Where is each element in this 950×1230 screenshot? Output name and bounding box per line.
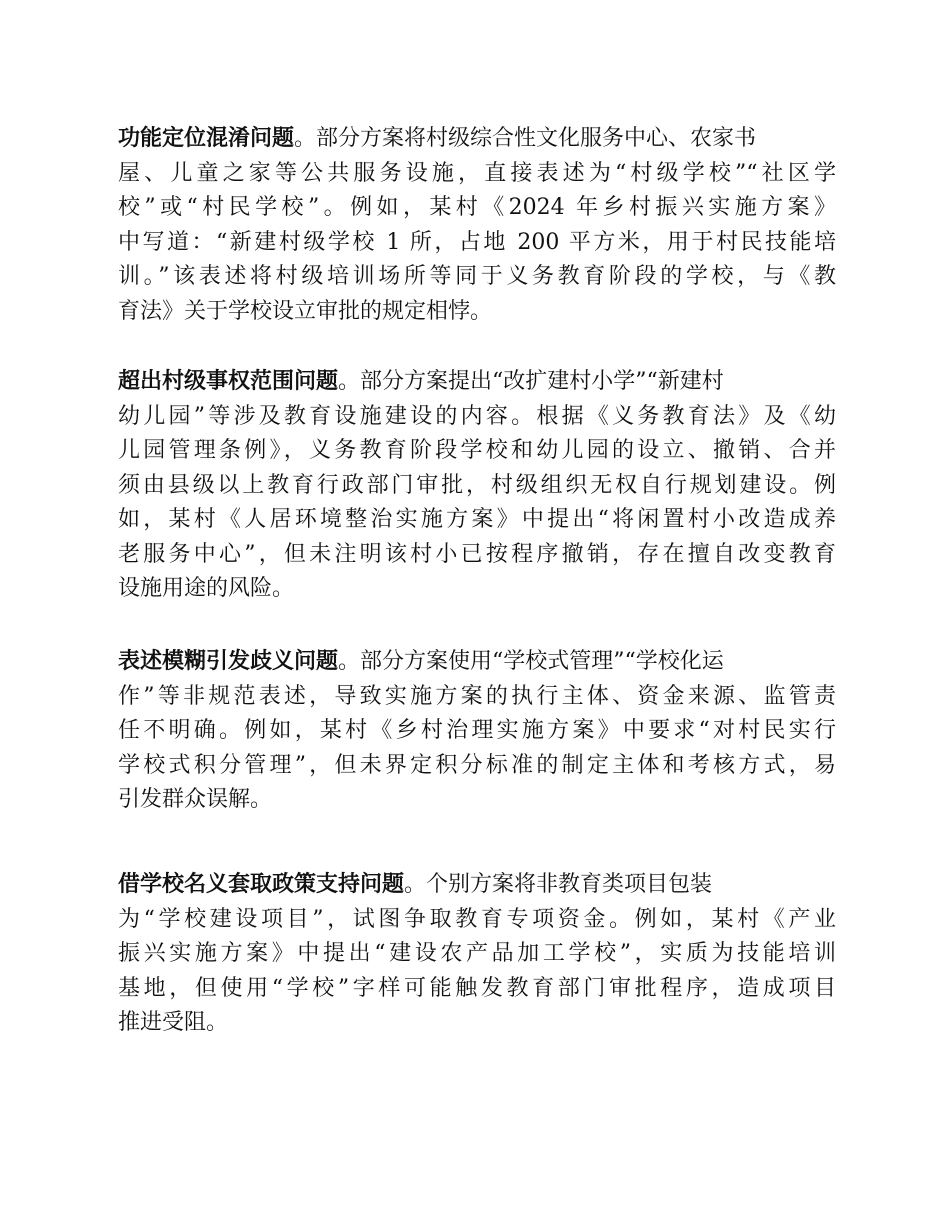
paragraph-heading: 表述模糊引发歧义问题 [118, 649, 339, 674]
paragraph-line: 任不明确。例如，某村《乡村治理实施方案》中要求“对村民实行 [118, 718, 836, 743]
paragraph-line: 须由县级以上教育行政部门审批，村级组织无权自行规划建设。例 [118, 472, 836, 498]
paragraph-line: 推进受阻。 [118, 1010, 229, 1035]
paragraph-line: 屋、儿童之家等公共服务设施，直接表述为“村级学校”“社区学 [118, 160, 836, 186]
paragraph-line: 设施用途的风险。 [118, 576, 295, 601]
paragraph-text: 。个别方案将非教育类项目包装 [404, 872, 713, 897]
paragraph-policy-support-abuse [118, 868, 836, 1041]
paragraph-line [118, 645, 836, 680]
paragraph-line [118, 868, 836, 903]
paragraph-heading: 超出村级事权范围问题 [118, 369, 339, 394]
document-page [118, 0, 836, 1230]
paragraph-line: 育法》关于学校设立审批的规定相悖。 [118, 298, 493, 324]
paragraph-line: 训。”该表述将村级培训场所等同于义务教育阶段的学校，与《教 [118, 264, 836, 289]
paragraph-text: 。部分方案提出“改扩建村小学”“新建村 [338, 369, 724, 394]
paragraph-beyond-village-authority [118, 365, 836, 607]
paragraph-line: 中写道：“新建村级学校 1 所，占地 200 平方米，用于村民技能培 [118, 229, 836, 255]
paragraph-line: 学校式积分管理”，但未界定积分标准的制定主体和考核方式，易 [118, 752, 836, 778]
paragraph-line: 振兴实施方案》中提出“建设农产品加工学校”，实质为技能培训 [118, 941, 836, 966]
paragraph-function-positioning [118, 122, 836, 329]
paragraph-line [118, 122, 836, 157]
paragraph-heading: 功能定位混淆问题 [118, 126, 295, 151]
paragraph-heading: 借学校名义套取政策支持问题 [118, 872, 405, 897]
paragraph-line: 为“学校建设项目”，试图争取教育专项资金。例如，某村《产业 [118, 906, 836, 932]
paragraph-line: 老服务中心”，但未注明该村小已按程序撤销，存在擅自改变教育 [118, 541, 836, 567]
paragraph-text: 。部分方案使用“学校式管理”“学校化运 [338, 649, 724, 674]
paragraph-line: 作”等非规范表述，导致实施方案的执行主体、资金来源、监管责 [118, 683, 836, 709]
paragraph-text: 。部分方案将村级综合性文化服务中心、农家书 [294, 126, 757, 151]
paragraph-ambiguous-expression [118, 645, 836, 818]
paragraph-line: 如，某村《人居环境整治实施方案》中提出“将闲置村小改造成养 [118, 507, 836, 532]
paragraph-line: 幼儿园”等涉及教育设施建设的内容。根据《义务教育法》及《幼 [118, 403, 836, 429]
paragraph-line [118, 365, 836, 400]
paragraph-line: 校”或“村民学校”。例如，某村《2024 年乡村振兴实施方案》 [118, 195, 836, 220]
paragraph-line: 儿园管理条例》，义务教育阶段学校和幼儿园的设立、撤销、合并 [118, 438, 836, 463]
paragraph-line: 引发群众误解。 [118, 787, 273, 812]
paragraph-line: 基地，但使用“学校”字样可能触发教育部门审批程序，造成项目 [118, 975, 836, 1001]
